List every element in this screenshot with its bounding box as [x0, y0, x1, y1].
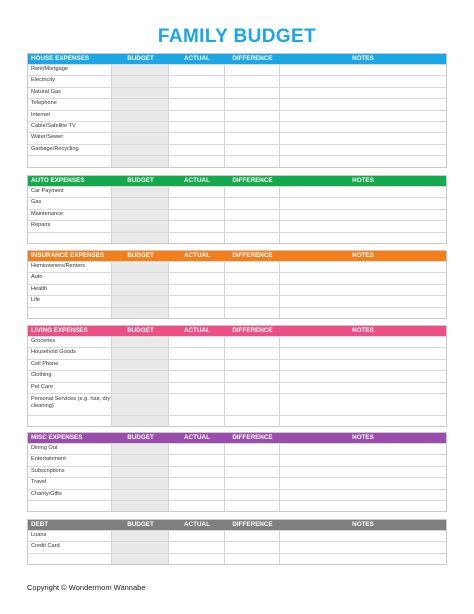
- item-label: Telephone: [28, 99, 112, 109]
- actual-cell[interactable]: [169, 88, 225, 98]
- column-notes: NOTES: [352, 252, 374, 259]
- budget-cell[interactable]: [112, 394, 169, 415]
- table-row: [28, 284, 446, 295]
- difference-cell[interactable]: [225, 156, 280, 166]
- notes-cell[interactable]: [280, 76, 446, 86]
- actual-cell[interactable]: [169, 394, 225, 415]
- difference-cell[interactable]: [225, 210, 280, 220]
- item-label: Internet: [28, 111, 112, 121]
- budget-cell[interactable]: [112, 296, 169, 306]
- difference-cell[interactable]: [225, 531, 280, 541]
- section-header: [28, 251, 446, 261]
- difference-cell[interactable]: [225, 490, 280, 500]
- section-label: AUTO EXPENSES: [31, 177, 85, 184]
- budget-cell[interactable]: [112, 76, 169, 86]
- item-label: Groceries: [28, 337, 112, 347]
- actual-cell[interactable]: [169, 501, 225, 511]
- item-label: Cable/Satellite TV: [28, 122, 112, 132]
- notes-cell[interactable]: [280, 554, 446, 564]
- budget-cell[interactable]: [112, 383, 169, 393]
- item-label: [28, 416, 112, 426]
- actual-cell[interactable]: [169, 156, 225, 166]
- column-difference: DIFFERENCE: [232, 434, 273, 441]
- table-row: [28, 295, 446, 306]
- column-budget: BUDGET: [127, 521, 154, 528]
- difference-cell[interactable]: [225, 65, 280, 75]
- budget-cell[interactable]: [112, 156, 169, 166]
- section-header: [28, 176, 446, 186]
- column-budget: BUDGET: [127, 327, 154, 334]
- table-row: [28, 209, 446, 220]
- actual-cell[interactable]: [169, 273, 225, 283]
- column-actual: ACTUAL: [184, 177, 210, 184]
- column-difference: DIFFERENCE: [232, 252, 273, 259]
- item-label: Maintenance: [28, 210, 112, 220]
- budget-cell[interactable]: [112, 145, 169, 155]
- table-row: [28, 370, 446, 381]
- notes-cell[interactable]: [280, 455, 446, 465]
- table-row: [28, 443, 446, 454]
- actual-cell[interactable]: [169, 285, 225, 295]
- item-label: Loans: [28, 531, 112, 541]
- item-label: Personal Services (e.g. hair, dry cleaning): [28, 394, 112, 415]
- table-row: [28, 530, 446, 541]
- table-row: [28, 220, 446, 231]
- actual-cell[interactable]: [169, 554, 225, 564]
- actual-cell[interactable]: [169, 233, 225, 243]
- actual-cell[interactable]: [169, 371, 225, 381]
- item-label: [28, 156, 112, 166]
- difference-cell[interactable]: [225, 122, 280, 132]
- column-budget: BUDGET: [127, 177, 154, 184]
- item-label: [28, 233, 112, 243]
- notes-cell[interactable]: [280, 187, 446, 197]
- table-row: [28, 110, 446, 121]
- item-label: Health: [28, 285, 112, 295]
- item-label: Subscriptions: [28, 467, 112, 477]
- actual-cell[interactable]: [169, 187, 225, 197]
- notes-cell[interactable]: [280, 88, 446, 98]
- actual-cell[interactable]: [169, 467, 225, 477]
- difference-cell[interactable]: [225, 416, 280, 426]
- budget-cell[interactable]: [112, 348, 169, 358]
- notes-cell[interactable]: [280, 111, 446, 121]
- budget-cell[interactable]: [112, 210, 169, 220]
- budget-cell[interactable]: [112, 308, 169, 318]
- actual-cell[interactable]: [169, 416, 225, 426]
- table-row: [28, 155, 446, 166]
- budget-cell[interactable]: [112, 490, 169, 500]
- item-label: Entertainment: [28, 455, 112, 465]
- column-notes: NOTES: [352, 55, 374, 62]
- section-header: [28, 520, 446, 530]
- actual-cell[interactable]: [169, 210, 225, 220]
- notes-cell[interactable]: [280, 394, 446, 415]
- table-row: [28, 500, 446, 511]
- column-actual: ACTUAL: [184, 521, 210, 528]
- difference-cell[interactable]: [225, 187, 280, 197]
- budget-cell[interactable]: [112, 122, 169, 132]
- section-misc-expenses: [27, 432, 447, 512]
- budget-cell[interactable]: [112, 554, 169, 564]
- budget-cell[interactable]: [112, 99, 169, 109]
- table-row: [28, 98, 446, 109]
- section-header: [28, 326, 446, 336]
- table-row: [28, 489, 446, 500]
- notes-cell[interactable]: [280, 221, 446, 231]
- notes-cell[interactable]: [280, 383, 446, 393]
- table-row: [28, 307, 446, 318]
- item-label: Water/Sewer: [28, 133, 112, 143]
- item-label: Clothing: [28, 371, 112, 381]
- item-label: Credit Card: [28, 542, 112, 552]
- column-budget: BUDGET: [127, 55, 154, 62]
- column-actual: ACTUAL: [184, 55, 210, 62]
- difference-cell[interactable]: [225, 99, 280, 109]
- actual-cell[interactable]: [169, 337, 225, 347]
- actual-cell[interactable]: [169, 478, 225, 488]
- difference-cell[interactable]: [225, 455, 280, 465]
- item-label: Household Goods: [28, 348, 112, 358]
- table-row: [28, 541, 446, 552]
- column-budget: BUDGET: [127, 252, 154, 259]
- table-row: [28, 87, 446, 98]
- section-label: LIVING EXPENSES: [31, 327, 88, 334]
- notes-cell[interactable]: [280, 531, 446, 541]
- notes-cell[interactable]: [280, 308, 446, 318]
- actual-cell[interactable]: [169, 296, 225, 306]
- difference-cell[interactable]: [225, 444, 280, 454]
- table-row: [28, 232, 446, 243]
- budget-cell[interactable]: [112, 360, 169, 370]
- item-label: Life: [28, 296, 112, 306]
- budget-cell[interactable]: [112, 198, 169, 208]
- budget-cell[interactable]: [112, 501, 169, 511]
- table-row: [28, 359, 446, 370]
- table-row: [28, 144, 446, 155]
- table-row: [28, 336, 446, 347]
- difference-cell[interactable]: [225, 383, 280, 393]
- actual-cell[interactable]: [169, 111, 225, 121]
- item-label: [28, 308, 112, 318]
- notes-cell[interactable]: [280, 348, 446, 358]
- notes-cell[interactable]: [280, 122, 446, 132]
- item-label: Homeowners/Renters: [28, 262, 112, 272]
- difference-cell[interactable]: [225, 233, 280, 243]
- table-row: [28, 477, 446, 488]
- actual-cell[interactable]: [169, 133, 225, 143]
- section-header: [28, 54, 446, 64]
- budget-cell[interactable]: [112, 221, 169, 231]
- copyright-text: Copyright © Wondermom Wannabe: [27, 583, 146, 592]
- column-difference: DIFFERENCE: [232, 521, 273, 528]
- notes-cell[interactable]: [280, 156, 446, 166]
- notes-cell[interactable]: [280, 490, 446, 500]
- difference-cell[interactable]: [225, 198, 280, 208]
- difference-cell[interactable]: [225, 273, 280, 283]
- notes-cell[interactable]: [280, 273, 446, 283]
- item-label: Cell Phone: [28, 360, 112, 370]
- item-label: Garbage/Recycling: [28, 145, 112, 155]
- difference-cell[interactable]: [225, 467, 280, 477]
- table-row: [28, 197, 446, 208]
- notes-cell[interactable]: [280, 478, 446, 488]
- notes-cell[interactable]: [280, 198, 446, 208]
- column-actual: ACTUAL: [184, 434, 210, 441]
- table-row: [28, 393, 446, 415]
- item-label: Dining Out: [28, 444, 112, 454]
- budget-cell[interactable]: [112, 531, 169, 541]
- notes-cell[interactable]: [280, 542, 446, 552]
- difference-cell[interactable]: [225, 262, 280, 272]
- actual-cell[interactable]: [169, 262, 225, 272]
- notes-cell[interactable]: [280, 145, 446, 155]
- actual-cell[interactable]: [169, 198, 225, 208]
- actual-cell[interactable]: [169, 360, 225, 370]
- actual-cell[interactable]: [169, 348, 225, 358]
- notes-cell[interactable]: [280, 444, 446, 454]
- difference-cell[interactable]: [225, 360, 280, 370]
- difference-cell[interactable]: [225, 285, 280, 295]
- difference-cell[interactable]: [225, 501, 280, 511]
- actual-cell[interactable]: [169, 308, 225, 318]
- column-difference: DIFFERENCE: [232, 177, 273, 184]
- table-row: [28, 64, 446, 75]
- difference-cell[interactable]: [225, 394, 280, 415]
- actual-cell[interactable]: [169, 65, 225, 75]
- notes-cell[interactable]: [280, 501, 446, 511]
- notes-cell[interactable]: [280, 262, 446, 272]
- actual-cell[interactable]: [169, 99, 225, 109]
- budget-cell[interactable]: [112, 444, 169, 454]
- table-row: [28, 382, 446, 393]
- budget-cell[interactable]: [112, 337, 169, 347]
- column-notes: NOTES: [352, 434, 374, 441]
- difference-cell[interactable]: [225, 348, 280, 358]
- budget-cell[interactable]: [112, 273, 169, 283]
- column-budget: BUDGET: [127, 434, 154, 441]
- table-row: [28, 454, 446, 465]
- budget-cell[interactable]: [112, 542, 169, 552]
- column-actual: ACTUAL: [184, 252, 210, 259]
- table-row: [28, 186, 446, 197]
- table-row: [28, 466, 446, 477]
- table-row: [28, 121, 446, 132]
- difference-cell[interactable]: [225, 145, 280, 155]
- column-notes: NOTES: [352, 177, 374, 184]
- difference-cell[interactable]: [225, 371, 280, 381]
- difference-cell[interactable]: [225, 88, 280, 98]
- notes-cell[interactable]: [280, 65, 446, 75]
- actual-cell[interactable]: [169, 76, 225, 86]
- item-label: Gas: [28, 198, 112, 208]
- budget-cell[interactable]: [112, 478, 169, 488]
- item-label: [28, 554, 112, 564]
- difference-cell[interactable]: [225, 554, 280, 564]
- notes-cell[interactable]: [280, 360, 446, 370]
- difference-cell[interactable]: [225, 296, 280, 306]
- budget-cell[interactable]: [112, 285, 169, 295]
- notes-cell[interactable]: [280, 99, 446, 109]
- item-label: Electricity: [28, 76, 112, 86]
- section-label: HOUSE EXPENSES: [31, 55, 90, 62]
- budget-cell[interactable]: [112, 133, 169, 143]
- section-debt: [27, 519, 447, 565]
- notes-cell[interactable]: [280, 133, 446, 143]
- table-row: [28, 272, 446, 283]
- difference-cell[interactable]: [225, 308, 280, 318]
- table-row: [28, 347, 446, 358]
- budget-cell[interactable]: [112, 233, 169, 243]
- budget-cell[interactable]: [112, 262, 169, 272]
- budget-cell[interactable]: [112, 88, 169, 98]
- column-notes: NOTES: [352, 327, 374, 334]
- difference-cell[interactable]: [225, 76, 280, 86]
- item-label: Auto: [28, 273, 112, 283]
- difference-cell[interactable]: [225, 133, 280, 143]
- section-label: DEBT: [31, 521, 49, 528]
- section-label: INSURANCE EXPENSES: [31, 252, 105, 259]
- notes-cell[interactable]: [280, 371, 446, 381]
- budget-cell[interactable]: [112, 111, 169, 121]
- budget-cell[interactable]: [112, 371, 169, 381]
- difference-cell[interactable]: [225, 337, 280, 347]
- notes-cell[interactable]: [280, 233, 446, 243]
- actual-cell[interactable]: [169, 455, 225, 465]
- item-label: Pet Care: [28, 383, 112, 393]
- table-row: [28, 132, 446, 143]
- notes-cell[interactable]: [280, 416, 446, 426]
- difference-cell[interactable]: [225, 221, 280, 231]
- item-label: Charity/Gifts: [28, 490, 112, 500]
- actual-cell[interactable]: [169, 122, 225, 132]
- table-row: [28, 553, 446, 564]
- notes-cell[interactable]: [280, 467, 446, 477]
- item-label: Travel: [28, 478, 112, 488]
- section-label: MISC EXPENSES: [31, 434, 83, 441]
- notes-cell[interactable]: [280, 285, 446, 295]
- section-header: [28, 433, 446, 443]
- table-row: [28, 75, 446, 86]
- difference-cell[interactable]: [225, 478, 280, 488]
- notes-cell[interactable]: [280, 210, 446, 220]
- budget-cell[interactable]: [112, 187, 169, 197]
- item-label: Repairs: [28, 221, 112, 231]
- item-label: Natural Gas: [28, 88, 112, 98]
- item-label: [28, 501, 112, 511]
- section-living-expenses: [27, 325, 447, 427]
- notes-cell[interactable]: [280, 296, 446, 306]
- budget-cell[interactable]: [112, 455, 169, 465]
- column-difference: DIFFERENCE: [232, 55, 273, 62]
- section-house-expenses: [27, 53, 447, 168]
- difference-cell[interactable]: [225, 111, 280, 121]
- page-title: FAMILY BUDGET: [157, 26, 317, 47]
- actual-cell[interactable]: [169, 145, 225, 155]
- budget-cell[interactable]: [112, 65, 169, 75]
- column-notes: NOTES: [352, 521, 374, 528]
- table-row: [28, 415, 446, 426]
- actual-cell[interactable]: [169, 444, 225, 454]
- budget-cell[interactable]: [112, 416, 169, 426]
- table-row: [28, 261, 446, 272]
- item-label: Car Payment: [28, 187, 112, 197]
- column-actual: ACTUAL: [184, 327, 210, 334]
- notes-cell[interactable]: [280, 337, 446, 347]
- column-difference: DIFFERENCE: [232, 327, 273, 334]
- section-auto-expenses: [27, 175, 447, 244]
- section-insurance-expenses: [27, 250, 447, 319]
- actual-cell[interactable]: [169, 531, 225, 541]
- budget-cell[interactable]: [112, 467, 169, 477]
- difference-cell[interactable]: [225, 542, 280, 552]
- actual-cell[interactable]: [169, 383, 225, 393]
- item-label: Rent/Mortgage: [28, 65, 112, 75]
- actual-cell[interactable]: [169, 490, 225, 500]
- actual-cell[interactable]: [169, 542, 225, 552]
- actual-cell[interactable]: [169, 221, 225, 231]
